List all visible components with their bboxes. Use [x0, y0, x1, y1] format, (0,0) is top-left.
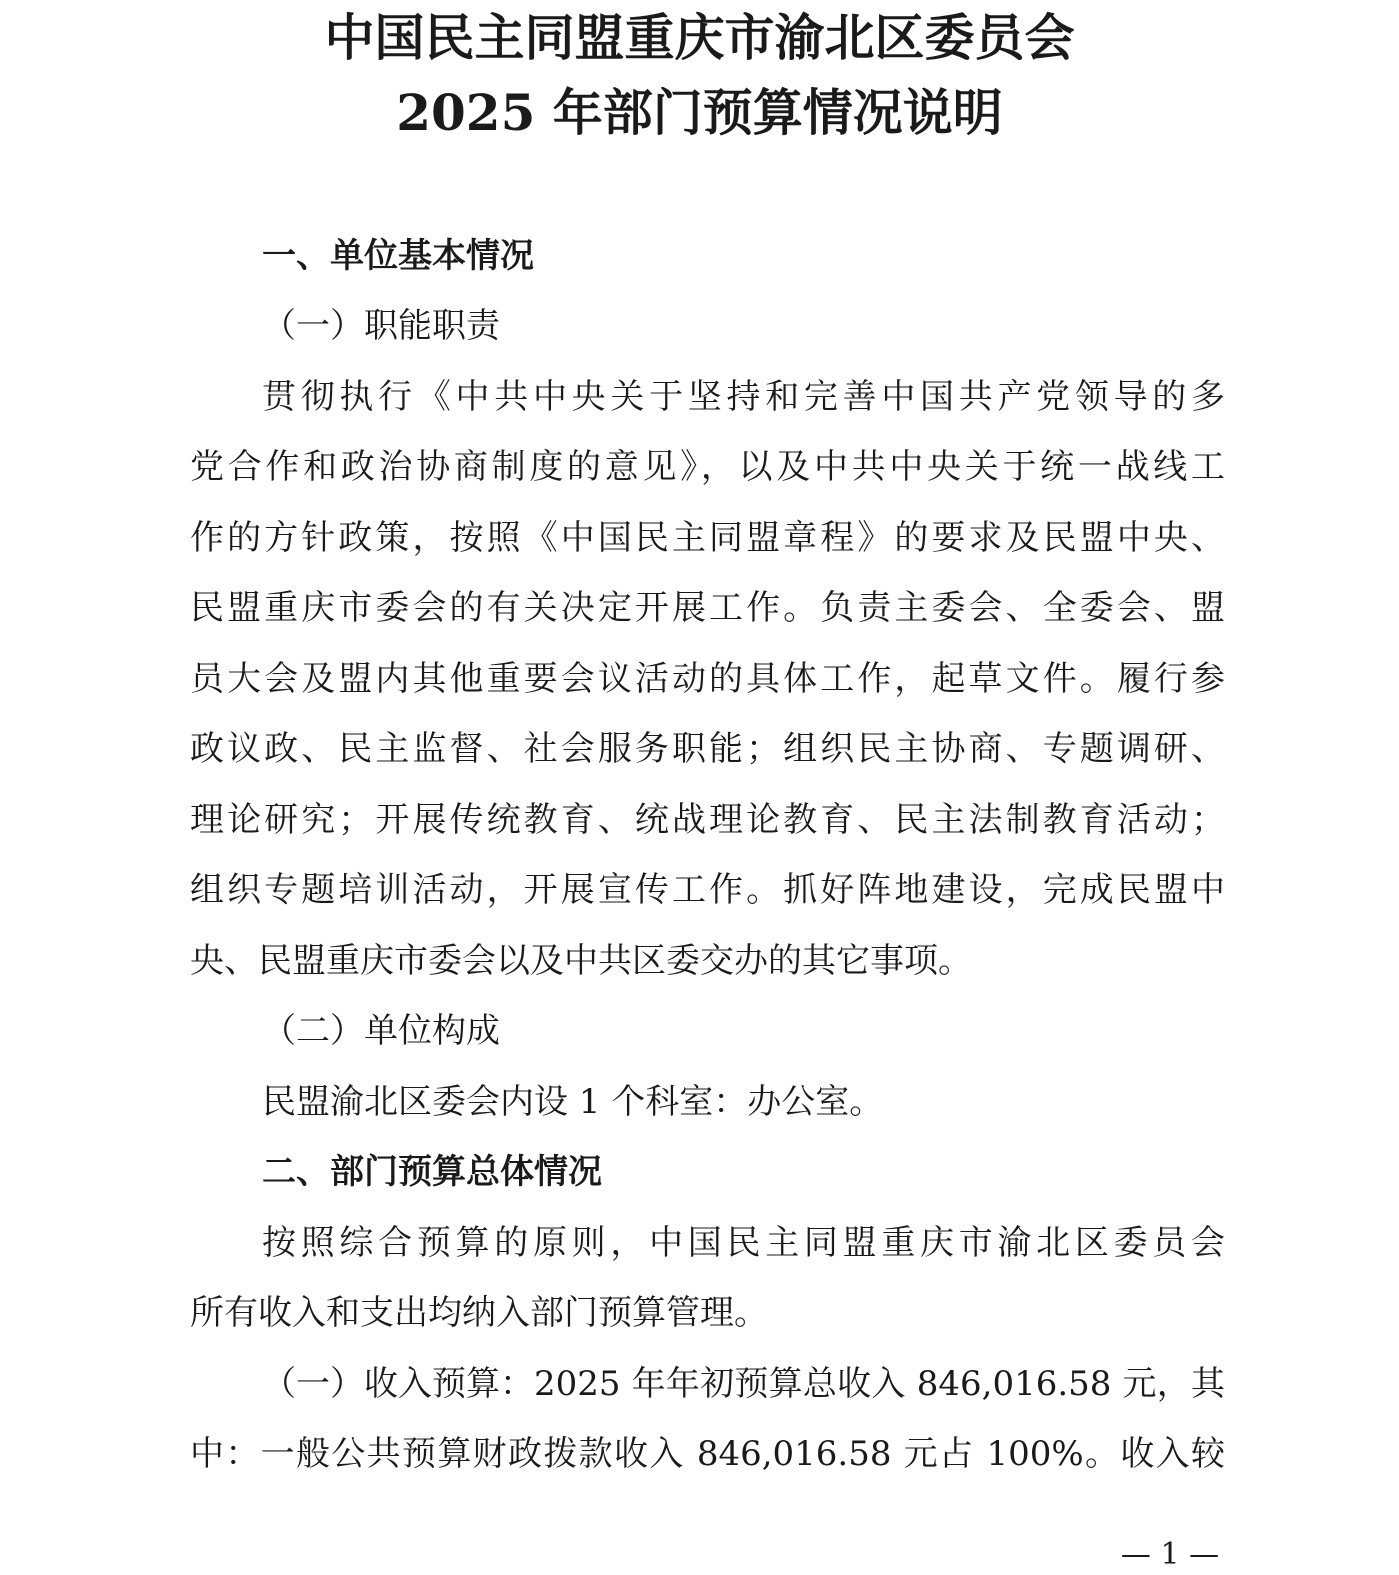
paragraph-line: 央、民盟重庆市委会以及中共区委交办的其它事项。 — [190, 941, 972, 981]
paragraph-line: 党合作和政治协商制度的意见》，以及中共中央关于统一战线工 — [190, 447, 1225, 487]
page-number: — 1 — — [1120, 1537, 1220, 1572]
paragraph-line: 中：一般公共预算财政拨款收入 846,016.58 元占 100%。收入较 — [190, 1434, 1225, 1474]
paragraph-line: 贯彻执行《中共中央关于坚持和完善中国共产党领导的多 — [262, 377, 1225, 417]
document-subtitle: 2025 年部门预算情况说明 — [396, 83, 1003, 142]
subsection-heading: （二）单位构成 — [262, 1011, 500, 1051]
subsection-heading: （一）职能职责 — [262, 306, 500, 346]
paragraph-line: 所有收入和支出均纳入部门预算管理。 — [190, 1293, 768, 1333]
paragraph-line: 政议政、民主监督、社会服务职能；组织民主协商、专题调研、 — [190, 729, 1225, 769]
section-heading: 二、部门预算总体情况 — [262, 1152, 602, 1192]
paragraph-line: 按照综合预算的原则，中国民主同盟重庆市渝北区委员会 — [262, 1223, 1225, 1263]
document-title: 中国民主同盟重庆市渝北区委员会 — [324, 8, 1075, 67]
income-text: 2025 年年初预算总收入 846,016.58 元，其 — [534, 1364, 1225, 1404]
paragraph-line: 理论研究；开展传统教育、统战理论教育、民主法制教育活动； — [190, 800, 1225, 840]
income-line — [262, 1364, 1225, 1404]
section-heading: 一、单位基本情况 — [262, 236, 534, 276]
paragraph-line: 作的方针政策，按照《中国民主同盟章程》的要求及民盟中央、 — [190, 518, 1225, 558]
income-label: （一）收入预算： — [262, 1364, 534, 1404]
paragraph-line: 民盟重庆市委会的有关决定开展工作。负责主委会、全委会、盟 — [190, 588, 1225, 628]
paragraph-line: 员大会及盟内其他重要会议活动的具体工作，起草文件。履行参 — [190, 659, 1225, 699]
paragraph-line: 组织专题培训活动，开展宣传工作。抓好阵地建设，完成民盟中 — [190, 870, 1225, 910]
paragraph-line: 民盟渝北区委会内设 1 个科室：办公室。 — [262, 1082, 884, 1122]
